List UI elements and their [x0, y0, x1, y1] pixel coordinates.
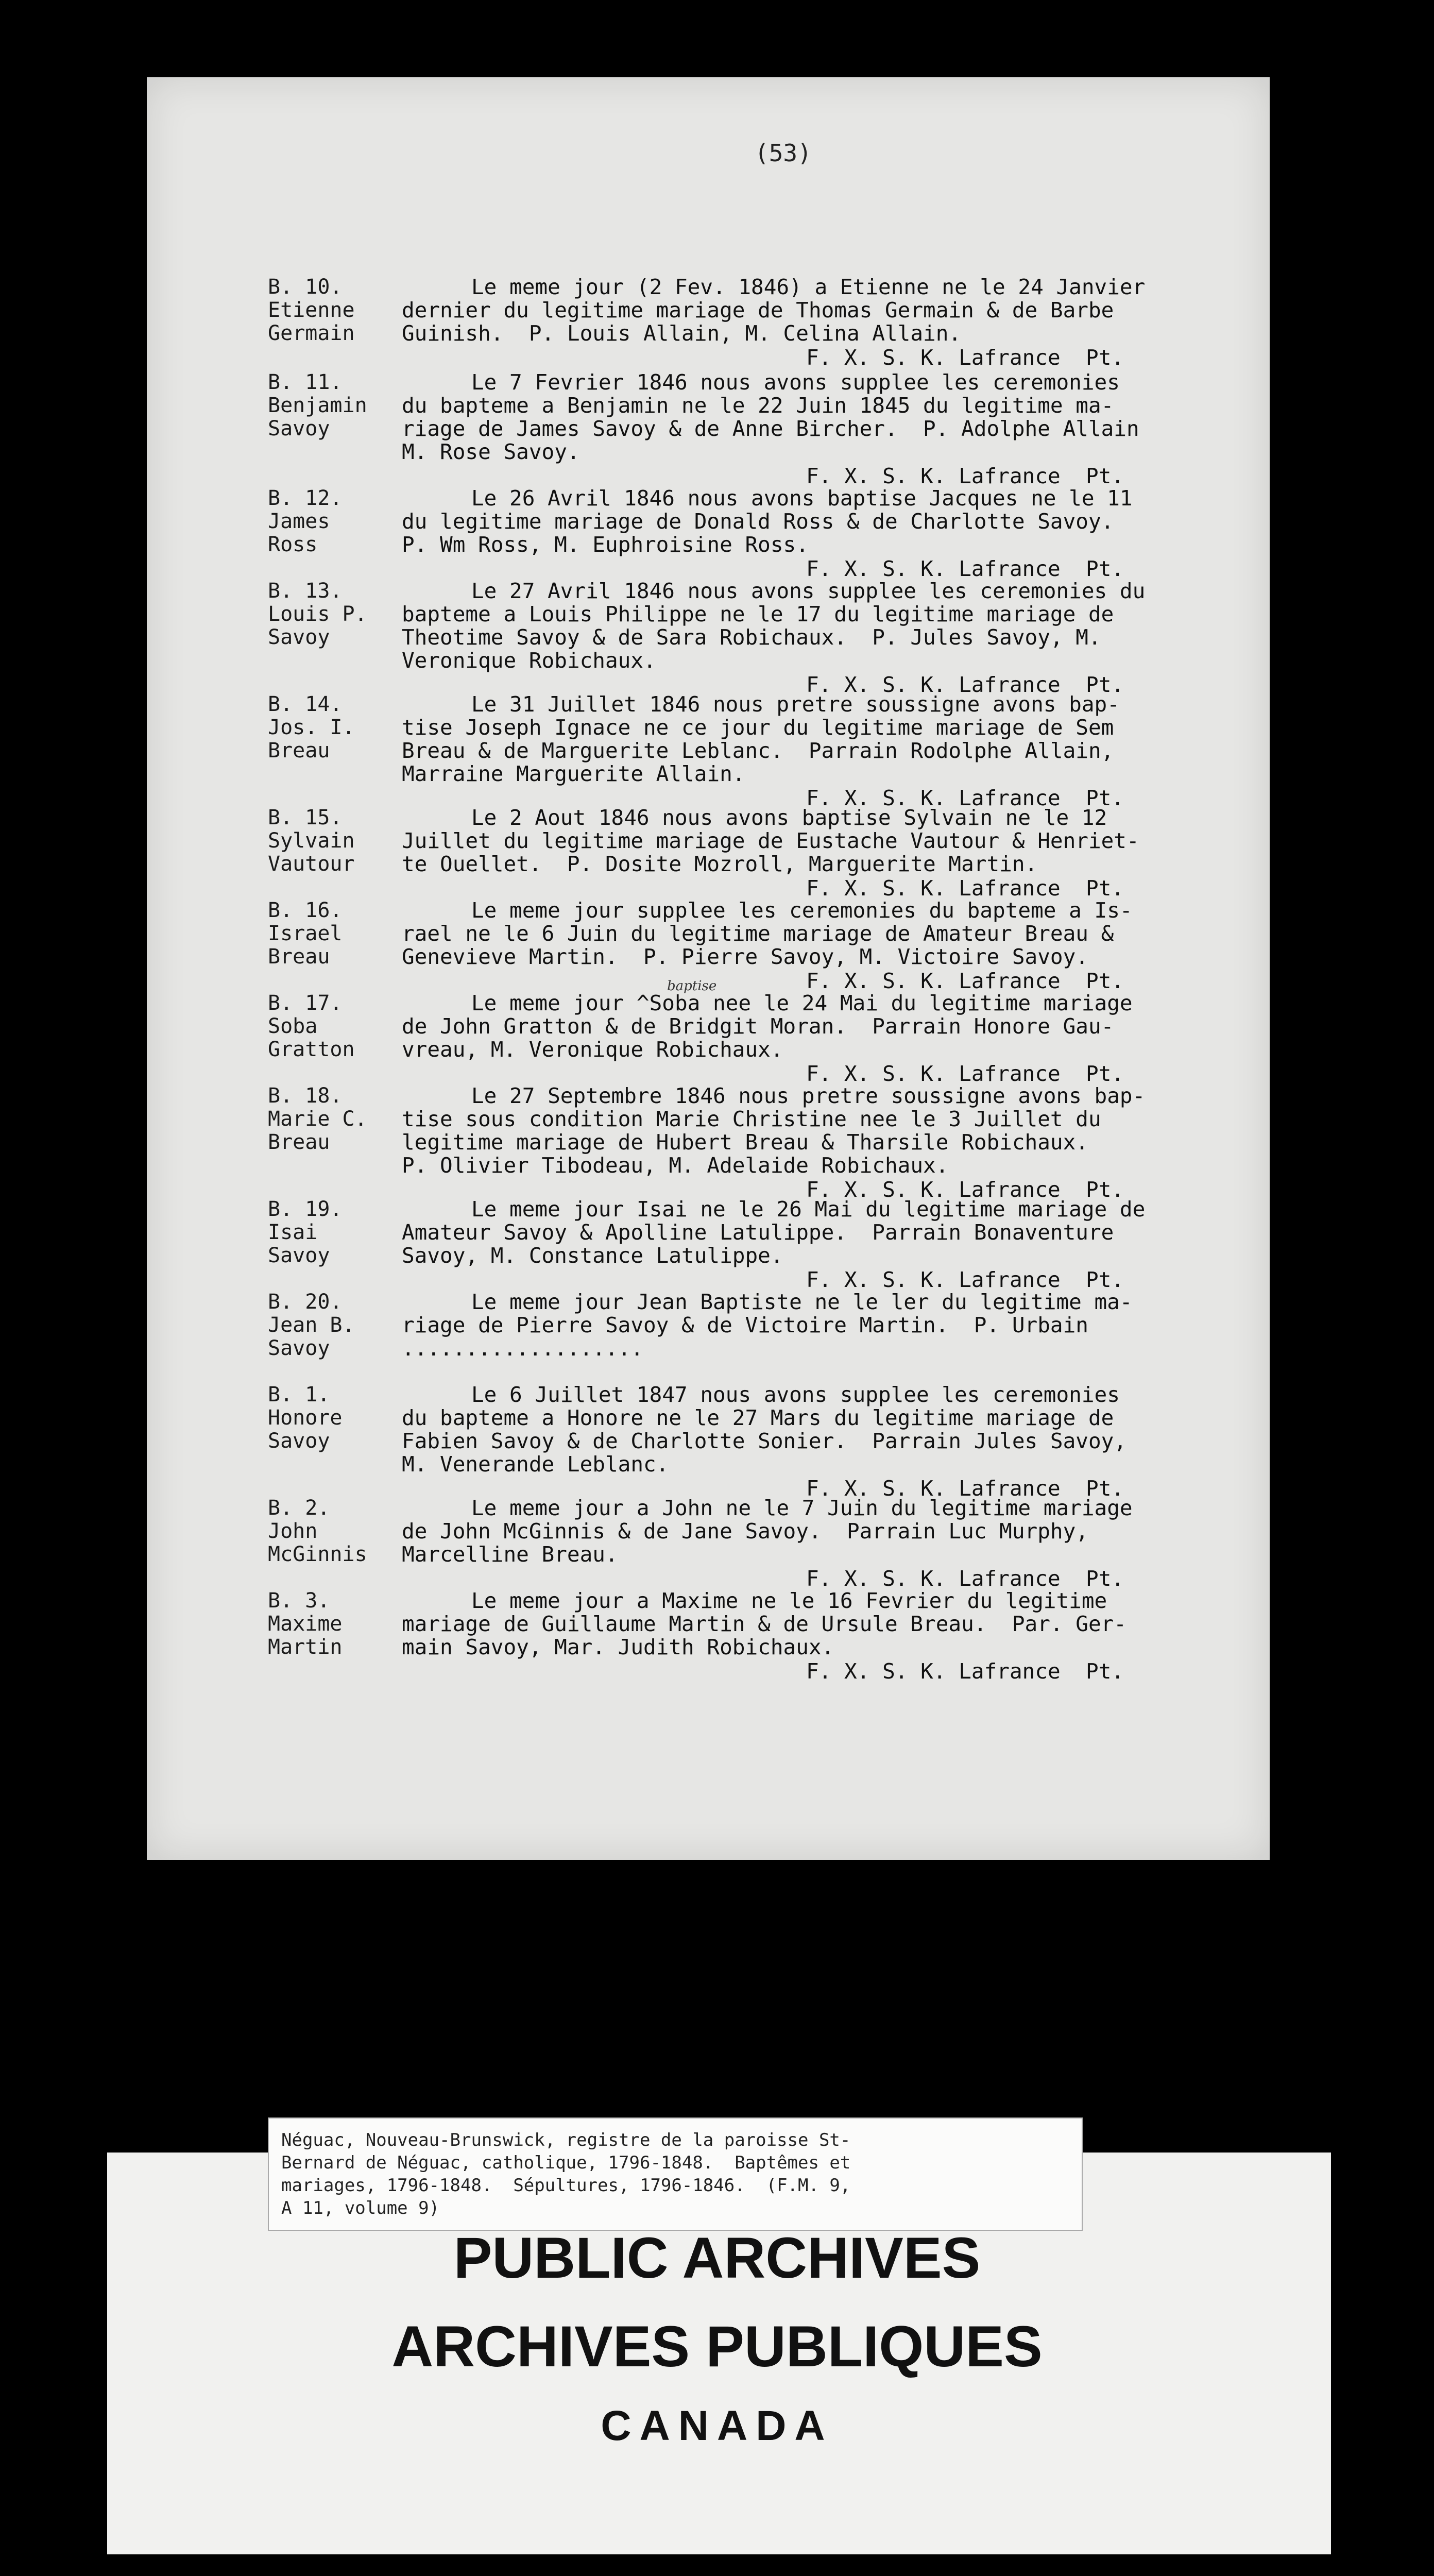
entry-margin-note	[268, 1198, 343, 1267]
entry-text-line: Marraine Marguerite Allain.	[402, 761, 745, 786]
entry-text-line: te Ouellet. P. Dosite Mozroll, Marguerite Martin.	[402, 852, 1038, 876]
stamp-french-title: ARCHIVES PUBLIQUES	[391, 2314, 1043, 2379]
entry-text-line: Le meme jour Jean Baptiste ne le ler du legitime ma-	[471, 1290, 1133, 1314]
entry-text-line: tise Joseph Ignace ne ce jour du legitime mariage de Sem	[402, 715, 1114, 740]
entry-text-line: Juillet du legitime mariage de Eustache Vautour & Henriet-	[402, 828, 1139, 853]
entry-text	[402, 693, 1226, 786]
margin-note-line: B. 17.	[268, 991, 343, 1015]
entry-margin-note	[268, 992, 355, 1061]
entry-text-line: rael ne le 6 Juin du legitime mariage de Amateur Breau &	[402, 921, 1114, 946]
entry-text-line: M. Venerande Leblanc.	[402, 1452, 669, 1477]
entry-text	[402, 1497, 1226, 1566]
margin-note-line: Jos. I.	[268, 716, 355, 739]
margin-note-line: B. 16.	[268, 899, 343, 922]
entry-text-line: legitime mariage de Hubert Breau & Tharsile Robichaux.	[402, 1130, 1088, 1155]
priest-signature: F. X. S. K. Lafrance Pt.	[806, 345, 1124, 370]
entry-text-line: vreau, M. Veronique Robichaux.	[402, 1037, 783, 1062]
margin-note-line: Maxime	[268, 1612, 343, 1636]
entry-text-line: main Savoy, Mar. Judith Robichaux.	[402, 1635, 834, 1659]
margin-note-line: B. 18.	[268, 1084, 343, 1108]
margin-note-line: B. 10.	[268, 275, 343, 299]
entry-text-line: riage de Pierre Savoy & de Victoire Martin. P. Urbain	[402, 1313, 1088, 1337]
entry-text-line: Le meme jour a John ne le 7 Juin du legitime mariage	[471, 1496, 1133, 1520]
entry-text-line: Theotime Savoy & de Sara Robichaux. P. Jules Savoy, M.	[402, 625, 1101, 650]
entry-text-line: du bapteme a Benjamin ne le 22 Juin 1845 du legitime ma-	[402, 393, 1114, 418]
margin-note-line: John	[268, 1519, 318, 1543]
entry-text-line: Fabien Savoy & de Charlotte Sonier. Parrain Jules Savoy,	[402, 1429, 1126, 1453]
entry-text-line: Le 2 Aout 1846 nous avons baptise Sylvain ne le 12	[471, 805, 1107, 830]
entry-margin-note	[268, 580, 367, 649]
margin-note-line: Israel	[268, 922, 343, 945]
entry-text-line: Le meme jour supplee les ceremonies du bapteme a Is-	[471, 898, 1133, 923]
margin-note-line: Soba	[268, 1014, 318, 1038]
priest-signature: F. X. S. K. Lafrance Pt.	[806, 1476, 1124, 1501]
entry-text-line: ...................	[402, 1336, 643, 1361]
priest-signature: F. X. S. K. Lafrance Pt.	[806, 1659, 1124, 1684]
priest-signature: F. X. S. K. Lafrance Pt.	[806, 672, 1124, 697]
entry-margin-note	[268, 1084, 367, 1154]
margin-note-line: B. 2.	[268, 1496, 330, 1520]
entry-text-line: Le 27 Septembre 1846 nous pretre soussigne avons bap-	[471, 1083, 1146, 1108]
margin-note-line: B. 20.	[268, 1290, 343, 1314]
margin-note-line: Sylvain	[268, 829, 355, 853]
margin-note-line: Ross	[268, 533, 318, 556]
entry-text-line: Breau & de Marguerite Leblanc. Parrain Rodolphe Allain,	[402, 738, 1114, 763]
citation-line: mariages, 1796-1848. Sépultures, 1796-1846. (F.M. 9,	[281, 2175, 851, 2196]
handwritten-insertion: baptise	[667, 978, 717, 994]
margin-note-line: B. 3.	[268, 1589, 330, 1613]
margin-note-line: Breau	[268, 945, 330, 969]
entry-text-line: Le 7 Fevrier 1846 nous avons supplee les ceremonies	[471, 370, 1120, 395]
margin-note-line: Martin	[268, 1635, 343, 1659]
entry-text-line: Le 31 Juillet 1846 nous pretre soussigne avons bap-	[471, 692, 1120, 717]
entry-text-line: dernier du legitime mariage de Thomas Germain & de Barbe	[402, 298, 1114, 323]
priest-signature: F. X. S. K. Lafrance Pt.	[806, 969, 1124, 993]
page-number: (53)	[755, 139, 812, 167]
citation-line: A 11, volume 9)	[281, 2198, 440, 2218]
entry-text-line: riage de James Savoy & de Anne Bircher. P. Adolphe Allain	[402, 416, 1139, 441]
entry-text-line: Le 26 Avril 1846 nous avons baptise Jacques ne le 11	[471, 486, 1133, 511]
margin-note-line: Marie C.	[268, 1107, 367, 1131]
entry-text-line: M. Rose Savoy.	[402, 439, 580, 464]
entry-text	[402, 992, 1226, 1061]
entry-text-line: Le meme jour Isai ne le 26 Mai du legitime mariage de	[471, 1197, 1146, 1222]
margin-note-line: B. 14.	[268, 692, 343, 716]
entry-text-line: bapteme a Louis Philippe ne le 17 du legitime mariage de	[402, 602, 1114, 626]
entry-text	[402, 806, 1226, 876]
entry-margin-note	[268, 1589, 343, 1659]
entry-margin-note	[268, 371, 367, 440]
priest-signature: F. X. S. K. Lafrance Pt.	[806, 1566, 1124, 1591]
entry-text	[402, 1589, 1226, 1659]
priest-signature: F. X. S. K. Lafrance Pt.	[806, 1267, 1124, 1292]
margin-note-line: Etienne	[268, 298, 355, 322]
margin-note-line: Germain	[268, 321, 355, 345]
entry-text-line: P. Wm Ross, M. Euphroisine Ross.	[402, 532, 809, 557]
margin-note-line: B. 13.	[268, 579, 343, 603]
margin-note-line: James	[268, 510, 330, 533]
entry-text	[402, 580, 1226, 672]
entry-text-line: de John Gratton & de Bridgit Moran. Parrain Honore Gau-	[402, 1014, 1114, 1039]
entry-text-line: Veronique Robichaux.	[402, 648, 656, 673]
entry-margin-note	[268, 899, 343, 969]
entry-text-line: Marcelline Breau.	[402, 1542, 618, 1567]
entry-text-line: Genevieve Martin. P. Pierre Savoy, M. Victoire Savoy.	[402, 944, 1088, 969]
entry-text-line: Amateur Savoy & Apolline Latulippe. Parrain Bonaventure	[402, 1220, 1114, 1245]
entry-text-line: Le meme jour a Maxime ne le 16 Fevrier du legitime	[471, 1588, 1107, 1613]
margin-note-line: Savoy	[268, 625, 330, 649]
priest-signature: F. X. S. K. Lafrance Pt.	[806, 786, 1124, 810]
margin-note-line: Benjamin	[268, 394, 367, 417]
margin-note-line: Savoy	[268, 1244, 330, 1267]
entry-text-line: mariage de Guillaume Martin & de Ursule Breau. Par. Ger-	[402, 1612, 1126, 1636]
entry-text-line: Le 6 Juillet 1847 nous avons supplee les ceremonies	[471, 1382, 1120, 1407]
margin-note-line: B. 12.	[268, 486, 343, 510]
entry-text	[402, 1198, 1226, 1267]
margin-note-line: Breau	[268, 739, 330, 762]
margin-note-line: Louis P.	[268, 602, 367, 626]
entry-text-line: du bapteme a Honore ne le 27 Mars du legitime mariage de	[402, 1405, 1114, 1430]
margin-note-line: B. 1.	[268, 1383, 330, 1406]
entry-text	[402, 1291, 1226, 1360]
priest-signature: F. X. S. K. Lafrance Pt.	[806, 1061, 1124, 1086]
citation-line: Bernard de Néguac, catholique, 1796-1848. Baptêmes et	[281, 2153, 851, 2173]
entry-text	[402, 276, 1226, 345]
entry-margin-note	[268, 276, 355, 345]
entry-text	[402, 487, 1226, 556]
margin-note-line: McGinnis	[268, 1543, 367, 1566]
entry-text	[402, 1383, 1226, 1476]
entry-margin-note	[268, 1497, 367, 1566]
margin-note-line: Savoy	[268, 1429, 330, 1453]
entry-text	[402, 899, 1226, 969]
entry-margin-note	[268, 1291, 355, 1360]
margin-note-line: Savoy	[268, 417, 330, 440]
margin-note-line: Vautour	[268, 852, 355, 876]
margin-note-line: Breau	[268, 1130, 330, 1154]
margin-note-line: Gratton	[268, 1038, 355, 1061]
entry-text	[402, 1084, 1226, 1177]
entry-text-line: P. Olivier Tibodeau, M. Adelaide Robichaux.	[402, 1153, 949, 1178]
margin-note-line: B. 19.	[268, 1197, 343, 1221]
entry-margin-note	[268, 693, 355, 762]
entry-text-line: Le meme jour ^Soba nee le 24 Mai du legitime mariage	[471, 991, 1133, 1015]
priest-signature: F. X. S. K. Lafrance Pt.	[806, 1177, 1124, 1202]
entry-text-line: Le 27 Avril 1846 nous avons supplee les ceremonies du	[471, 579, 1146, 603]
priest-signature: F. X. S. K. Lafrance Pt.	[806, 556, 1124, 581]
priest-signature: F. X. S. K. Lafrance Pt.	[806, 876, 1124, 901]
entry-margin-note	[268, 1383, 343, 1453]
citation-line: Néguac, Nouveau-Brunswick, registre de la paroisse St-	[281, 2130, 851, 2150]
register-page	[147, 77, 1270, 1860]
entry-text-line: du legitime mariage de Donald Ross & de Charlotte Savoy.	[402, 509, 1114, 534]
margin-note-line: Honore	[268, 1406, 343, 1430]
entry-text	[402, 371, 1226, 464]
entry-text-line: Savoy, M. Constance Latulippe.	[402, 1243, 783, 1268]
stamp-country: CANADA	[601, 2402, 833, 2449]
margin-note-line: Isai	[268, 1221, 318, 1244]
entry-text-line: tise sous condition Marie Christine nee le 3 Juillet du	[402, 1107, 1101, 1131]
entry-margin-note	[268, 806, 355, 876]
source-citation	[268, 2117, 1083, 2231]
entry-margin-note	[268, 487, 343, 556]
stamp-english-title: PUBLIC ARCHIVES	[453, 2226, 981, 2290]
margin-note-line: B. 11.	[268, 370, 343, 394]
margin-note-line: Savoy	[268, 1336, 330, 1360]
entry-text-line: Guinish. P. Louis Allain, M. Celina Allain.	[402, 321, 962, 346]
entry-text-line: de John McGinnis & de Jane Savoy. Parrain Luc Murphy,	[402, 1519, 1088, 1544]
priest-signature: F. X. S. K. Lafrance Pt.	[806, 464, 1124, 488]
margin-note-line: Jean B.	[268, 1313, 355, 1337]
entry-text-line: Le meme jour (2 Fev. 1846) a Etienne ne le 24 Janvier	[471, 275, 1146, 299]
margin-note-line: B. 15.	[268, 806, 343, 829]
